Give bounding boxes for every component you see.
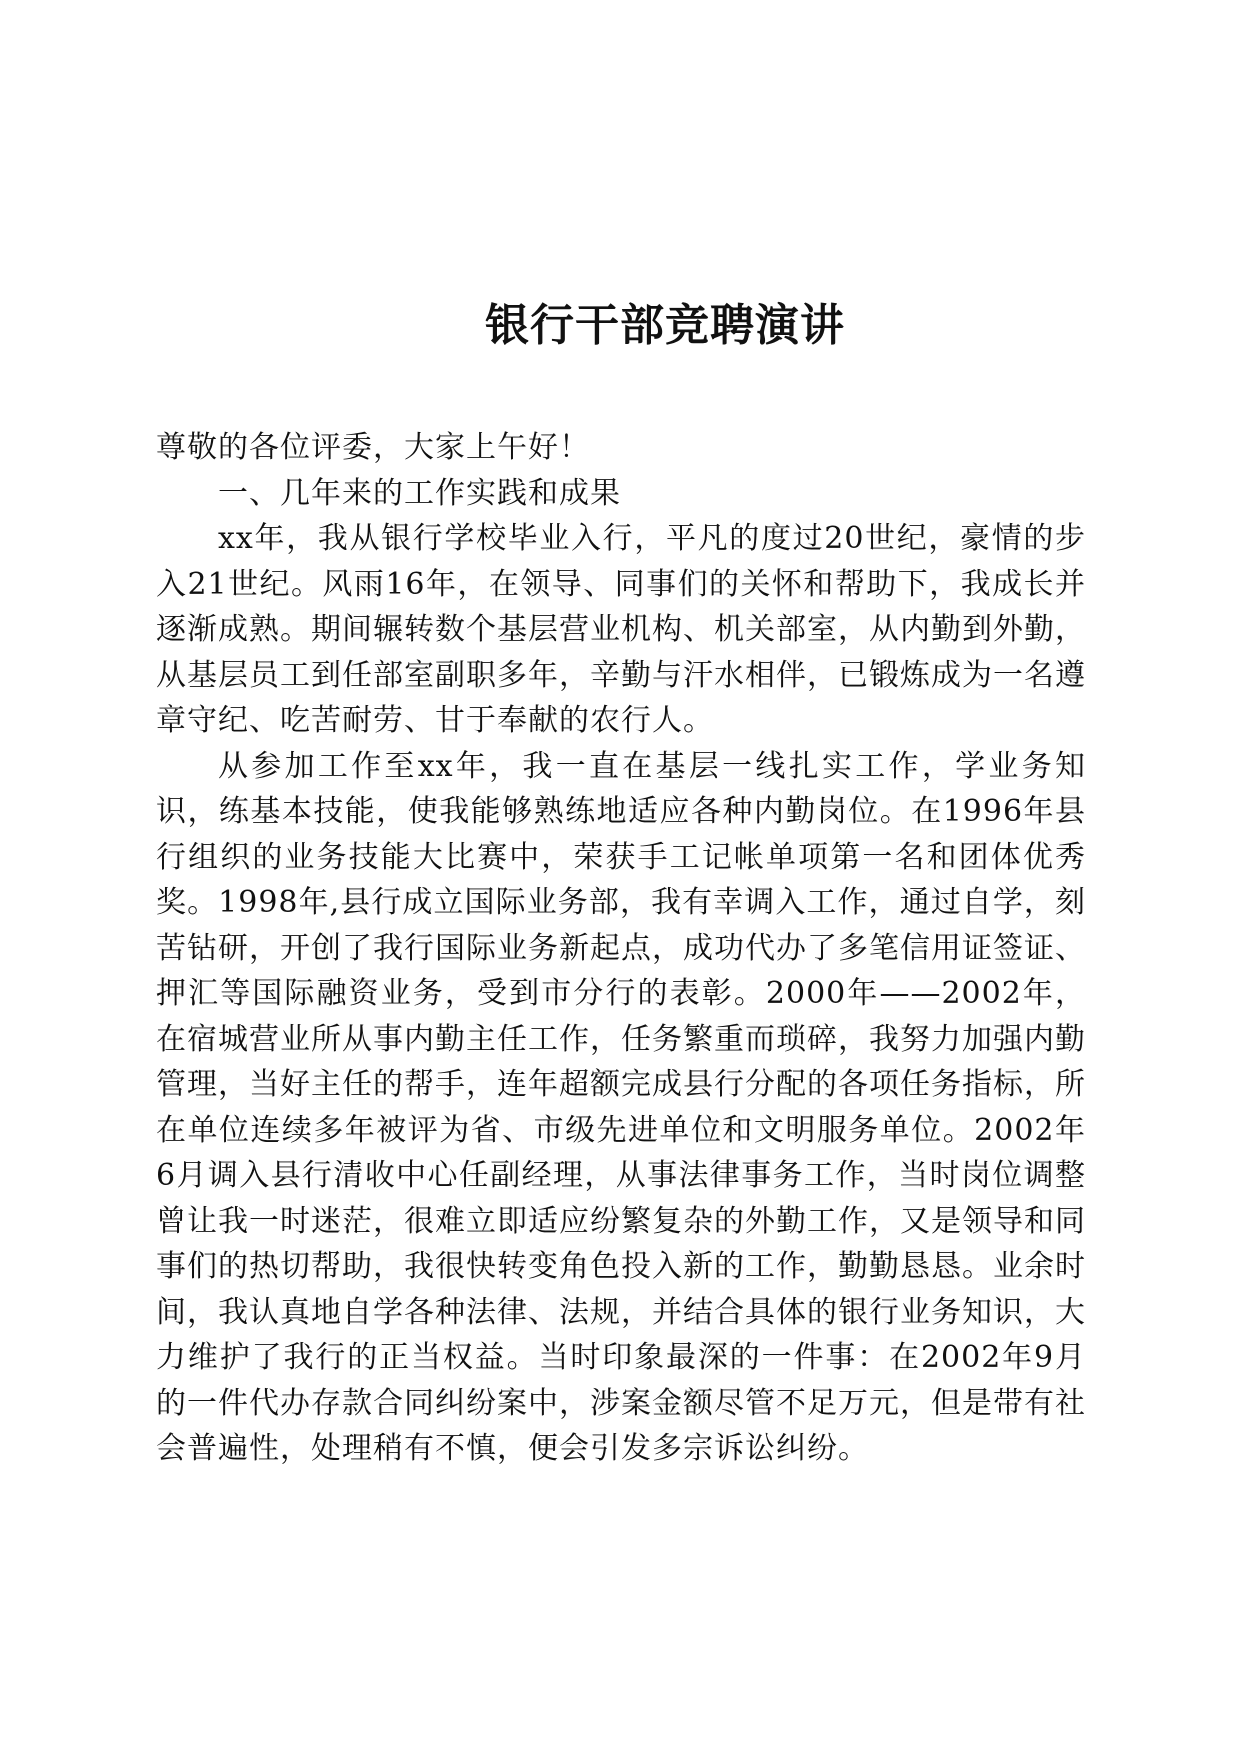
paragraph: 从参加工作至xx年，我一直在基层一线扎实工作，学业务知识，练基本技能，使我能够熟练地适应各种内勤岗位。在1996年县行组织的业务技能大比赛中，荣获手工记帐单项第一名和团体优秀奖。1998年,县行成立国际业务部，我有幸调入工作，通过自学，刻苦钻研，开创了我行国际业务新起点，成功代办了多笔信用证签证、押汇等国际融资业务，受到市分行的表彰。2000年——2002年，在宿城营业所从事内勤主任工作，任务繁重而琐碎，我努力加强内勤管理，当好主任的帮手，连年超额完成县行分配的各项任务指标，所在单位连续多年被评为省、市级先进单位和文明服务单位。2002年6月调入县行清收中心任副经理，从事法律事务工作，当时岗位调整曾让我一时迷茫，很难立即适应纷繁复杂的外勤工作，又是领导和同事们的热切帮助，我很快转变角色投入新的工作，勤勤恳恳。业余时间，我认真地自学各种法律、法规，并结合具体的银行业务知识，大力维护了我行的正当权益。当时印象最深的一件事：在2002年9月的一件代办存款合同纠纷案中，涉案金额尽管不足万元，但是带有社会普遍性，处理稍有不慎，便会引发多宗诉讼纠纷。 (156, 748, 1086, 1466)
document-body (156, 425, 1086, 1472)
document-title: 银行干部竞聘演讲 (485, 300, 845, 351)
greeting: 尊敬的各位评委，大家上午好！ (156, 430, 590, 465)
paragraph: xx年，我从银行学校毕业入行，平凡的度过20世纪，豪情的步入21世纪。风雨16年，在领导、同事们的关怀和帮助下，我成长并逐渐成熟。期间辗转数个基层营业机构、机关部室，从内勤到外勤，从基层员工到任部室副职多年，辛勤与汗水相伴，已锻炼成为一名遵章守纪、吃苦耐劳、甘于奉献的农行人。 (156, 521, 1086, 738)
section-heading: 一、几年来的工作实践和成果 (218, 475, 621, 511)
